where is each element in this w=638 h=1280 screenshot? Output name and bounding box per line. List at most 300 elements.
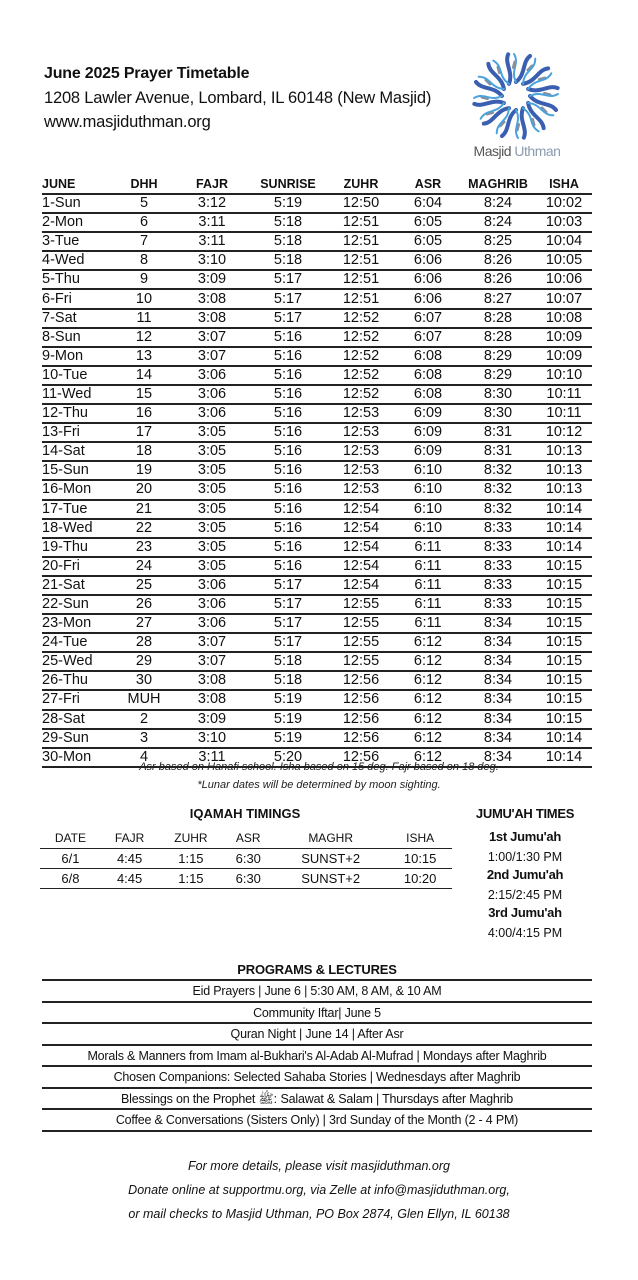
cell-sunrise: 5:18 (250, 232, 326, 251)
iqamah-cell: 1:15 (158, 868, 223, 888)
cell-isha: 10:15 (536, 557, 592, 576)
table-row (42, 710, 592, 729)
cell-date: 29-Sun (42, 729, 114, 748)
cell-maghrib: 8:34 (460, 614, 536, 633)
masjid-logo (462, 50, 572, 165)
table-row (42, 289, 592, 308)
cell-asr: 6:11 (396, 614, 460, 633)
cell-asr: 6:06 (396, 289, 460, 308)
table-row (42, 366, 592, 385)
cell-date: 8-Sun (42, 328, 114, 347)
cell-maghrib: 8:26 (460, 251, 536, 270)
cell-isha: 10:13 (536, 461, 592, 480)
cell-sunrise: 5:16 (250, 385, 326, 404)
cell-zuhr: 12:51 (326, 213, 396, 232)
cell-fajr: 3:10 (174, 729, 250, 748)
jumuah-1-time: 1:00/1:30 PM (487, 850, 563, 864)
cell-date: 22-Sun (42, 595, 114, 614)
cell-isha: 10:15 (536, 576, 592, 595)
table-row (42, 270, 592, 289)
cell-isha: 10:15 (536, 633, 592, 652)
logo-text-light: Uthman (514, 143, 561, 159)
iqamah-cell: 6/1 (40, 848, 101, 868)
calculation-note: Asr based on Hanafi school. Isha based on 15 deg. Fajr based on 18 deg. (139, 761, 499, 773)
page-header (44, 62, 474, 134)
page-title: June 2025 Prayer Timetable (44, 65, 250, 82)
cell-dhh: 10 (114, 289, 174, 308)
cell-isha: 10:14 (536, 748, 592, 767)
cell-date: 4-Wed (42, 251, 114, 270)
col-maghrib: MAGHRIB (460, 175, 536, 194)
cell-date: 14-Sat (42, 442, 114, 461)
cell-dhh: 23 (114, 538, 174, 557)
cell-zuhr: 12:51 (326, 270, 396, 289)
iqamah-col-zuhr: ZUHR (158, 828, 223, 848)
cell-maghrib: 8:33 (460, 519, 536, 538)
cell-dhh: 11 (114, 309, 174, 328)
cell-zuhr: 12:53 (326, 423, 396, 442)
cell-sunrise: 5:17 (250, 309, 326, 328)
cell-date: 20-Fri (42, 557, 114, 576)
cell-zuhr: 12:54 (326, 557, 396, 576)
cell-asr: 6:10 (396, 461, 460, 480)
cell-isha: 10:08 (536, 309, 592, 328)
cell-fajr: 3:08 (174, 671, 250, 690)
masjid-uthman-logo-icon (468, 50, 564, 142)
table-row (42, 251, 592, 270)
cell-sunrise: 5:16 (250, 500, 326, 519)
cell-zuhr: 12:55 (326, 633, 396, 652)
table-row (42, 442, 592, 461)
iqamah-row (40, 868, 452, 888)
cell-fajr: 3:12 (174, 194, 250, 213)
col-fajr: FAJR (174, 175, 250, 194)
cell-dhh: MUH (114, 690, 174, 709)
programs-list (42, 979, 592, 1132)
cell-date: 26-Thu (42, 671, 114, 690)
cell-zuhr: 12:52 (326, 309, 396, 328)
cell-sunrise: 5:16 (250, 423, 326, 442)
cell-zuhr: 12:51 (326, 232, 396, 251)
cell-dhh: 13 (114, 347, 174, 366)
footer-mail: or mail checks to Masjid Uthman, PO Box 2874, Glen Ellyn, IL 60138 (128, 1207, 510, 1221)
iqamah-table (40, 828, 452, 889)
iqamah-cell: SUNST+2 (273, 868, 388, 888)
cell-fajr: 3:05 (174, 480, 250, 499)
cell-maghrib: 8:34 (460, 729, 536, 748)
cell-sunrise: 5:19 (250, 710, 326, 729)
iqamah-cell: 6:30 (224, 868, 274, 888)
cell-sunrise: 5:17 (250, 270, 326, 289)
cell-fajr: 3:05 (174, 538, 250, 557)
cell-asr: 6:12 (396, 729, 460, 748)
cell-date: 28-Sat (42, 710, 114, 729)
iqamah-cell: 1:15 (158, 848, 223, 868)
cell-asr: 6:06 (396, 270, 460, 289)
cell-maghrib: 8:28 (460, 328, 536, 347)
cell-asr: 6:10 (396, 480, 460, 499)
cell-isha: 10:09 (536, 347, 592, 366)
cell-isha: 10:15 (536, 614, 592, 633)
cell-maghrib: 8:29 (460, 347, 536, 366)
col-dhh: DHH (114, 175, 174, 194)
cell-zuhr: 12:51 (326, 289, 396, 308)
cell-date: 13-Fri (42, 423, 114, 442)
cell-asr: 6:05 (396, 213, 460, 232)
cell-asr: 6:08 (396, 385, 460, 404)
cell-fajr: 3:07 (174, 652, 250, 671)
cell-isha: 10:11 (536, 385, 592, 404)
cell-date: 3-Tue (42, 232, 114, 251)
cell-date: 6-Fri (42, 289, 114, 308)
table-row (42, 404, 592, 423)
cell-fajr: 3:06 (174, 404, 250, 423)
cell-maghrib: 8:33 (460, 538, 536, 557)
cell-isha: 10:03 (536, 213, 592, 232)
prayer-timetable (42, 175, 592, 768)
cell-maghrib: 8:27 (460, 289, 536, 308)
cell-zuhr: 12:52 (326, 366, 396, 385)
cell-fajr: 3:08 (174, 690, 250, 709)
cell-maghrib: 8:33 (460, 557, 536, 576)
programs-title: PROGRAMS & LECTURES (237, 962, 397, 977)
cell-asr: 6:06 (396, 251, 460, 270)
cell-zuhr: 12:56 (326, 729, 396, 748)
cell-isha: 10:13 (536, 442, 592, 461)
cell-isha: 10:15 (536, 652, 592, 671)
timetable-header-row (42, 175, 592, 194)
cell-dhh: 27 (114, 614, 174, 633)
cell-date: 30-Mon (42, 748, 114, 767)
cell-zuhr: 12:54 (326, 538, 396, 557)
cell-fajr: 3:11 (174, 213, 250, 232)
cell-dhh: 15 (114, 385, 174, 404)
jumuah-times (450, 806, 600, 942)
cell-isha: 10:06 (536, 270, 592, 289)
cell-sunrise: 5:17 (250, 595, 326, 614)
cell-zuhr: 12:50 (326, 194, 396, 213)
timetable-body (42, 194, 592, 767)
cell-dhh: 29 (114, 652, 174, 671)
cell-date: 10-Tue (42, 366, 114, 385)
cell-maghrib: 8:33 (460, 595, 536, 614)
cell-date: 16-Mon (42, 480, 114, 499)
cell-date: 24-Tue (42, 633, 114, 652)
footer-details: For more details, please visit masjiduthman.org (188, 1159, 450, 1173)
cell-sunrise: 5:16 (250, 480, 326, 499)
cell-maghrib: 8:34 (460, 690, 536, 709)
cell-dhh: 28 (114, 633, 174, 652)
jumuah-title: JUMU'AH TIMES (475, 806, 575, 821)
cell-zuhr: 12:52 (326, 347, 396, 366)
table-row (42, 328, 592, 347)
cell-sunrise: 5:18 (250, 671, 326, 690)
cell-dhh: 12 (114, 328, 174, 347)
cell-zuhr: 12:54 (326, 576, 396, 595)
cell-date: 2-Mon (42, 213, 114, 232)
table-row (42, 194, 592, 213)
table-row (42, 557, 592, 576)
cell-sunrise: 5:19 (250, 690, 326, 709)
table-row (42, 690, 592, 709)
cell-fajr: 3:05 (174, 461, 250, 480)
cell-maghrib: 8:34 (460, 671, 536, 690)
cell-sunrise: 5:18 (250, 652, 326, 671)
cell-isha: 10:14 (536, 500, 592, 519)
cell-maghrib: 8:30 (460, 385, 536, 404)
cell-zuhr: 12:52 (326, 385, 396, 404)
cell-dhh: 7 (114, 232, 174, 251)
cell-isha: 10:12 (536, 423, 592, 442)
cell-fajr: 3:06 (174, 614, 250, 633)
iqamah-col-date: DATE (40, 828, 101, 848)
table-row (42, 652, 592, 671)
cell-dhh: 20 (114, 480, 174, 499)
cell-zuhr: 12:55 (326, 595, 396, 614)
cell-sunrise: 5:17 (250, 576, 326, 595)
cell-asr: 6:09 (396, 423, 460, 442)
cell-dhh: 8 (114, 251, 174, 270)
cell-asr: 6:12 (396, 633, 460, 652)
website-link[interactable]: www.masjiduthman.org (44, 113, 211, 131)
cell-dhh: 25 (114, 576, 174, 595)
cell-date: 15-Sun (42, 461, 114, 480)
cell-maghrib: 8:32 (460, 500, 536, 519)
cell-isha: 10:14 (536, 519, 592, 538)
cell-zuhr: 12:53 (326, 461, 396, 480)
cell-asr: 6:12 (396, 690, 460, 709)
table-row (42, 576, 592, 595)
cell-isha: 10:13 (536, 480, 592, 499)
col-june: JUNE (42, 175, 114, 194)
table-row (42, 729, 592, 748)
cell-fajr: 3:05 (174, 423, 250, 442)
cell-zuhr: 12:56 (326, 710, 396, 729)
iqamah-cell: 10:15 (388, 848, 452, 868)
cell-maghrib: 8:29 (460, 366, 536, 385)
cell-maghrib: 8:34 (460, 710, 536, 729)
cell-dhh: 6 (114, 213, 174, 232)
col-isha: ISHA (536, 175, 592, 194)
iqamah-col-maghrib: MAGHR (273, 828, 388, 848)
cell-date: 12-Thu (42, 404, 114, 423)
cell-zuhr: 12:55 (326, 652, 396, 671)
cell-asr: 6:11 (396, 576, 460, 595)
cell-date: 21-Sat (42, 576, 114, 595)
jumuah-3-name: 3rd Jumu'ah (488, 905, 562, 920)
cell-dhh: 26 (114, 595, 174, 614)
program-item: Chosen Companions: Selected Sahaba Stories | Wednesdays after Maghrib (42, 1067, 592, 1089)
cell-dhh: 9 (114, 270, 174, 289)
cell-sunrise: 5:17 (250, 289, 326, 308)
cell-sunrise: 5:18 (250, 213, 326, 232)
col-asr: ASR (396, 175, 460, 194)
iqamah-cell: 10:20 (388, 868, 452, 888)
cell-zuhr: 12:56 (326, 690, 396, 709)
cell-zuhr: 12:56 (326, 748, 396, 767)
program-item: Eid Prayers | June 6 | 5:30 AM, 8 AM, & 10 AM (42, 981, 592, 1003)
cell-maghrib: 8:33 (460, 576, 536, 595)
table-row (42, 538, 592, 557)
cell-asr: 6:07 (396, 328, 460, 347)
table-row (42, 595, 592, 614)
iqamah-cell: SUNST+2 (273, 848, 388, 868)
cell-asr: 6:08 (396, 347, 460, 366)
cell-asr: 6:12 (396, 652, 460, 671)
cell-fajr: 3:08 (174, 289, 250, 308)
program-item: Coffee & Conversations (Sisters Only) | 3rd Sunday of the Month (2 - 4 PM) (42, 1110, 592, 1132)
jumuah-2-time: 2:15/2:45 PM (487, 888, 563, 902)
cell-fajr: 3:10 (174, 251, 250, 270)
cell-date: 5-Thu (42, 270, 114, 289)
cell-zuhr: 12:55 (326, 614, 396, 633)
cell-dhh: 19 (114, 461, 174, 480)
cell-isha: 10:15 (536, 671, 592, 690)
cell-asr: 6:11 (396, 595, 460, 614)
cell-maghrib: 8:24 (460, 213, 536, 232)
address: 1208 Lawler Avenue, Lombard, IL 60148 (New Masjid) (44, 89, 432, 107)
jumuah-3-time: 4:00/4:15 PM (487, 926, 563, 940)
program-item: Morals & Manners from Imam al-Bukhari's Al-Adab Al-Mufrad | Mondays after Maghrib (42, 1046, 592, 1068)
table-row (42, 423, 592, 442)
cell-dhh: 21 (114, 500, 174, 519)
logo-text-dark: Masjid (473, 143, 512, 159)
cell-date: 11-Wed (42, 385, 114, 404)
program-item: Blessings on the Prophet ﷺ: Salawat & Salam | Thursdays after Maghrib (42, 1089, 592, 1111)
cell-fajr: 3:11 (174, 748, 250, 767)
cell-maghrib: 8:32 (460, 480, 536, 499)
cell-isha: 10:15 (536, 690, 592, 709)
table-row (42, 232, 592, 251)
cell-zuhr: 12:51 (326, 251, 396, 270)
iqamah-col-asr: ASR (224, 828, 274, 848)
lunar-note: *Lunar dates will be determined by moon sighting. (197, 779, 441, 791)
cell-maghrib: 8:34 (460, 633, 536, 652)
cell-fajr: 3:07 (174, 328, 250, 347)
cell-zuhr: 12:54 (326, 500, 396, 519)
cell-fajr: 3:05 (174, 500, 250, 519)
iqamah-col-fajr: FAJR (101, 828, 158, 848)
cell-sunrise: 5:18 (250, 251, 326, 270)
col-sunrise: SUNRISE (250, 175, 326, 194)
table-row (42, 519, 592, 538)
cell-fajr: 3:11 (174, 232, 250, 251)
cell-dhh: 24 (114, 557, 174, 576)
cell-asr: 6:12 (396, 710, 460, 729)
cell-zuhr: 12:56 (326, 671, 396, 690)
cell-dhh: 4 (114, 748, 174, 767)
logo-text (462, 143, 572, 159)
cell-date: 1-Sun (42, 194, 114, 213)
cell-asr: 6:05 (396, 232, 460, 251)
cell-fajr: 3:06 (174, 366, 250, 385)
table-row (42, 500, 592, 519)
cell-date: 17-Tue (42, 500, 114, 519)
table-row (42, 309, 592, 328)
cell-dhh: 30 (114, 671, 174, 690)
table-row (42, 213, 592, 232)
cell-isha: 10:04 (536, 232, 592, 251)
cell-isha: 10:15 (536, 595, 592, 614)
table-row (42, 671, 592, 690)
cell-dhh: 22 (114, 519, 174, 538)
col-zuhr: ZUHR (326, 175, 396, 194)
cell-dhh: 2 (114, 710, 174, 729)
iqamah-title: IQAMAH TIMINGS (189, 806, 301, 821)
cell-sunrise: 5:17 (250, 633, 326, 652)
footer-donate: Donate online at supportmu.org, via Zelle at info@masjiduthman.org, (128, 1183, 510, 1197)
cell-sunrise: 5:16 (250, 519, 326, 538)
cell-date: 25-Wed (42, 652, 114, 671)
cell-sunrise: 5:16 (250, 404, 326, 423)
program-item: Quran Night | June 14 | After Asr (42, 1024, 592, 1046)
cell-fajr: 3:05 (174, 519, 250, 538)
table-row (42, 385, 592, 404)
cell-dhh: 14 (114, 366, 174, 385)
cell-sunrise: 5:16 (250, 538, 326, 557)
cell-date: 7-Sat (42, 309, 114, 328)
table-row (42, 633, 592, 652)
cell-isha: 10:05 (536, 251, 592, 270)
cell-asr: 6:09 (396, 442, 460, 461)
cell-dhh: 18 (114, 442, 174, 461)
cell-maghrib: 8:24 (460, 194, 536, 213)
cell-dhh: 5 (114, 194, 174, 213)
cell-maghrib: 8:34 (460, 652, 536, 671)
cell-isha: 10:10 (536, 366, 592, 385)
cell-date: 18-Wed (42, 519, 114, 538)
iqamah-col-isha: ISHA (388, 828, 452, 848)
iqamah-cell: 6:30 (224, 848, 274, 868)
cell-fajr: 3:08 (174, 309, 250, 328)
cell-isha: 10:02 (536, 194, 592, 213)
cell-maghrib: 8:28 (460, 309, 536, 328)
iqamah-header-row (40, 828, 452, 848)
cell-isha: 10:11 (536, 404, 592, 423)
jumuah-2-name: 2nd Jumu'ah (486, 867, 564, 882)
jumuah-1-name: 1st Jumu'ah (488, 829, 562, 844)
cell-date: 9-Mon (42, 347, 114, 366)
cell-zuhr: 12:53 (326, 442, 396, 461)
cell-isha: 10:09 (536, 328, 592, 347)
cell-asr: 6:11 (396, 538, 460, 557)
iqamah-cell: 4:45 (101, 848, 158, 868)
cell-date: 27-Fri (42, 690, 114, 709)
cell-zuhr: 12:52 (326, 328, 396, 347)
cell-zuhr: 12:54 (326, 519, 396, 538)
cell-fajr: 3:07 (174, 347, 250, 366)
iqamah-cell: 4:45 (101, 868, 158, 888)
cell-asr: 6:08 (396, 366, 460, 385)
cell-dhh: 3 (114, 729, 174, 748)
cell-date: 23-Mon (42, 614, 114, 633)
cell-fajr: 3:06 (174, 385, 250, 404)
cell-maghrib: 8:25 (460, 232, 536, 251)
cell-sunrise: 5:17 (250, 614, 326, 633)
cell-isha: 10:14 (536, 538, 592, 557)
cell-zuhr: 12:53 (326, 480, 396, 499)
cell-isha: 10:14 (536, 729, 592, 748)
cell-asr: 6:11 (396, 557, 460, 576)
cell-sunrise: 5:16 (250, 328, 326, 347)
table-row (42, 461, 592, 480)
iqamah-row (40, 848, 452, 868)
cell-sunrise: 5:16 (250, 557, 326, 576)
cell-fajr: 3:09 (174, 270, 250, 289)
cell-sunrise: 5:19 (250, 194, 326, 213)
cell-maghrib: 8:26 (460, 270, 536, 289)
cell-dhh: 16 (114, 404, 174, 423)
